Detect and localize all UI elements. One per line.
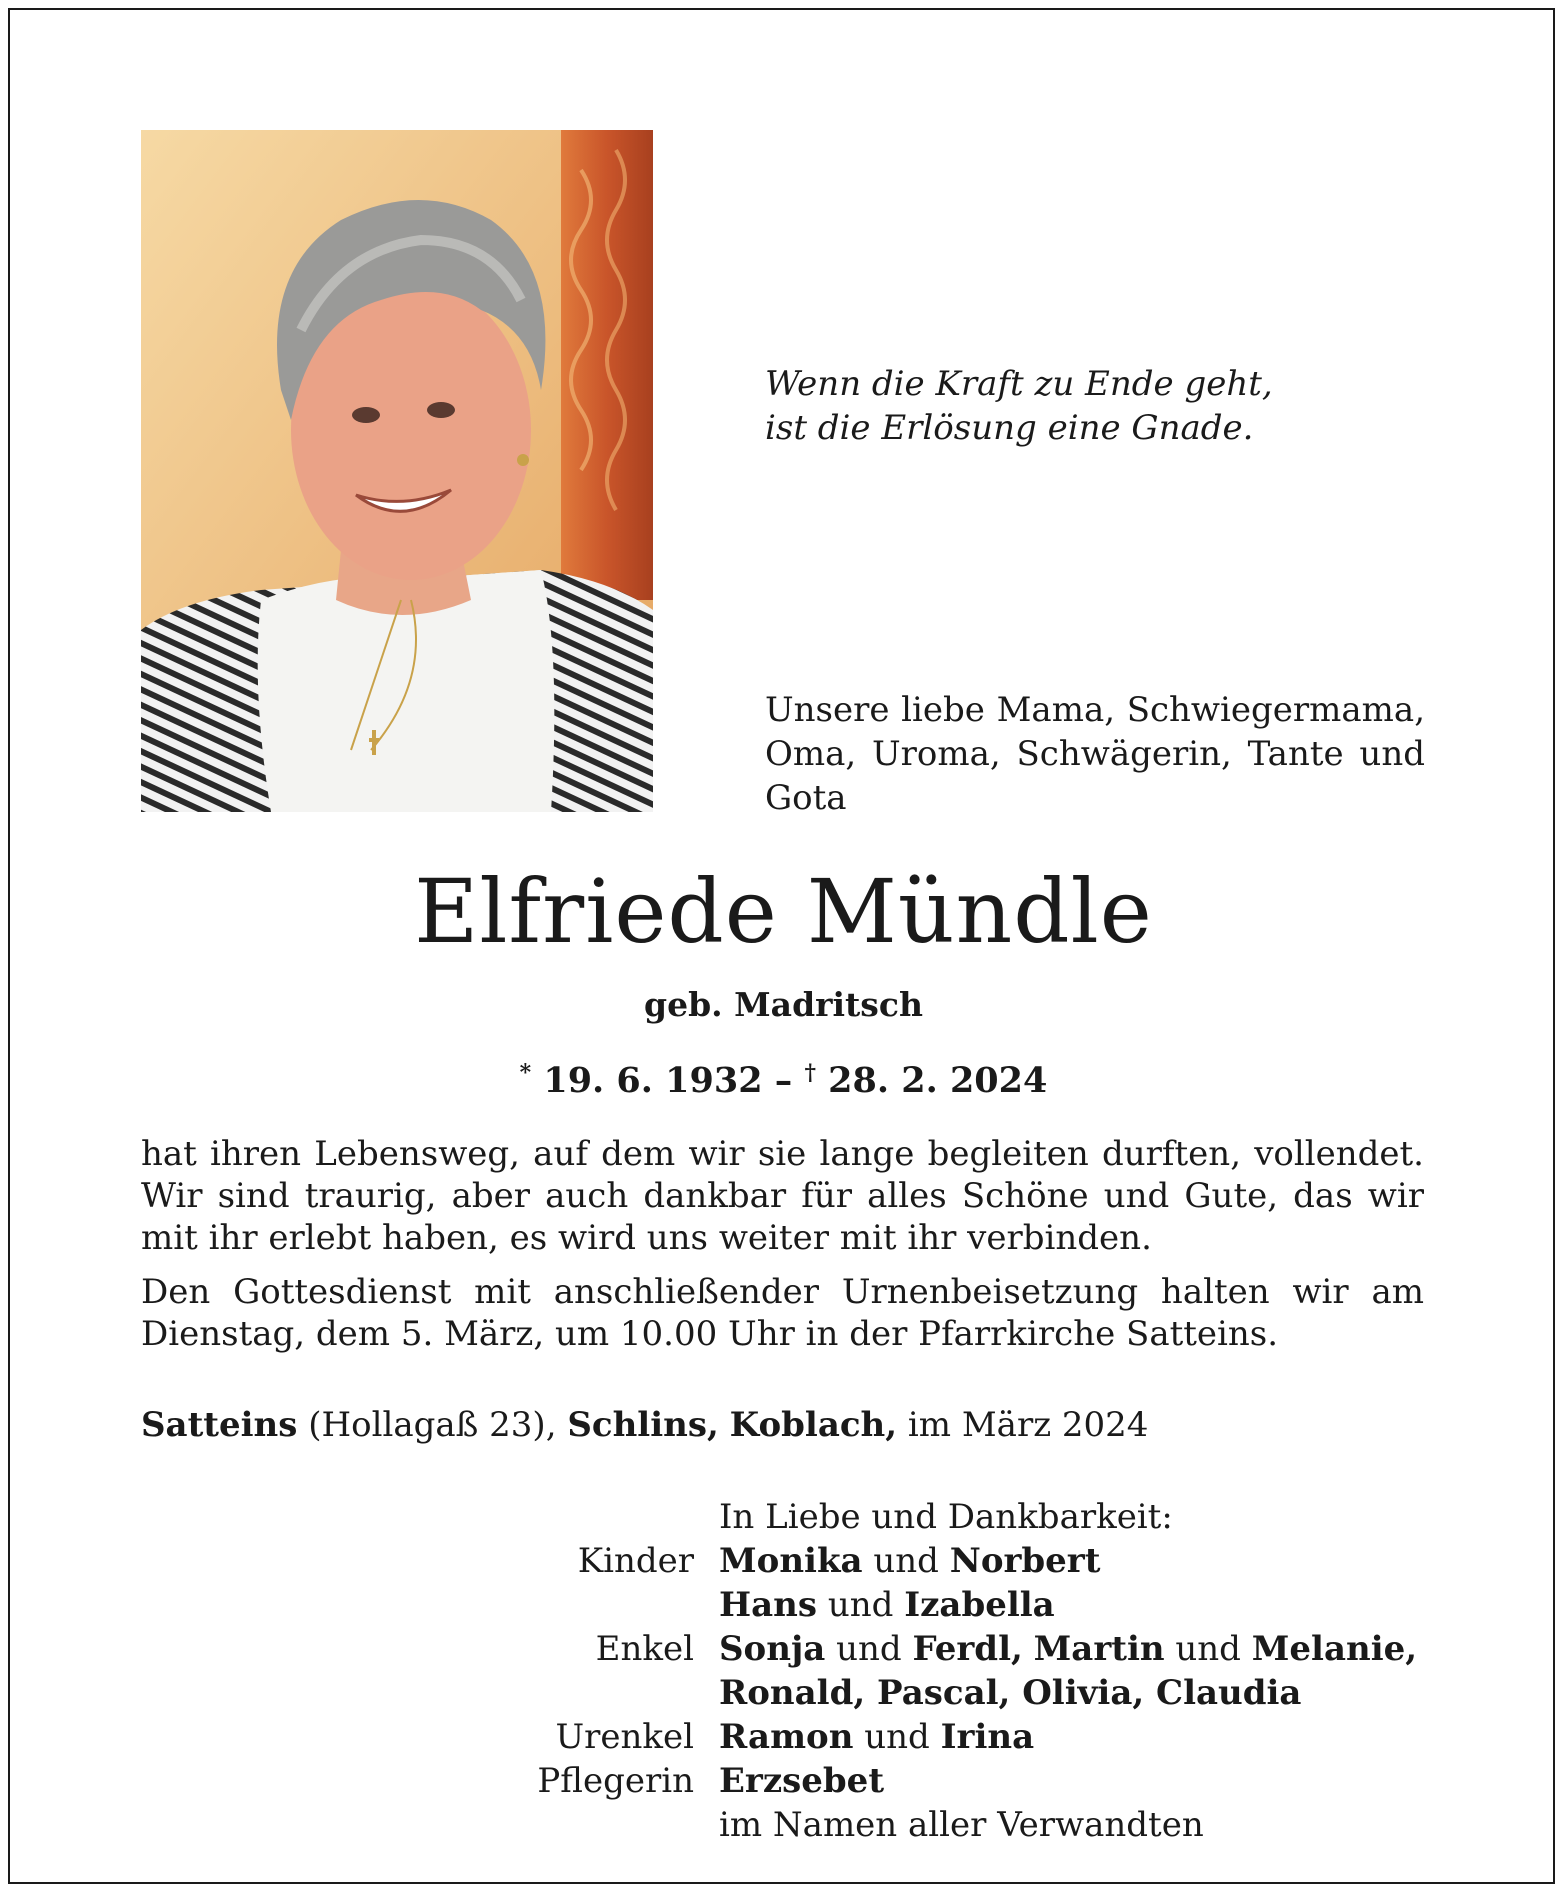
quote-line-1: Wenn die Kraft zu Ende geht, [765, 364, 1273, 404]
announcement-body [141, 1133, 1424, 1355]
and-word: und [825, 1629, 913, 1669]
relative-name: Ferdl, [912, 1629, 1023, 1669]
family-signatures [0, 1495, 1567, 1847]
pflegerin-name [719, 1759, 884, 1803]
urenkel-row [0, 1715, 1567, 1759]
relative-name: Izabella [904, 1585, 1055, 1625]
kinder-names-1 [719, 1539, 1100, 1583]
relative-name: Norbert [949, 1541, 1101, 1581]
and-word: und [853, 1717, 941, 1757]
kinder-row-2 [0, 1583, 1567, 1627]
kinder-names-2 [719, 1583, 1055, 1627]
death-date: 28. 2. 2024 [828, 1060, 1048, 1101]
birth-date: 19. 6. 1932 [543, 1060, 763, 1101]
relative-name: Irina [940, 1717, 1035, 1757]
family-intro-row [0, 1495, 1567, 1539]
pflegerin-row [0, 1759, 1567, 1803]
pflegerin-label: Pflegerin [537, 1761, 694, 1801]
birth-symbol: * [519, 1060, 532, 1086]
portrait-photo [141, 130, 653, 812]
life-dates [0, 1050, 1567, 1104]
relative-name: Sonja [719, 1629, 826, 1669]
and-word: und [862, 1541, 950, 1581]
relative-name: Erzsebet [719, 1761, 885, 1801]
date-text: im März 2024 [897, 1405, 1149, 1445]
and-word: und [817, 1585, 905, 1625]
relative-names: Ronald, Pascal, Olivia, Claudia [719, 1673, 1302, 1713]
closing-row [0, 1803, 1567, 1847]
relative-name: Martin [1033, 1629, 1165, 1669]
quote-line-2: ist die Erlösung eine Gnade. [765, 408, 1254, 448]
place-2: Schlins, [567, 1405, 719, 1445]
relative-name: Monika [719, 1541, 863, 1581]
enkel-row-1 [0, 1627, 1567, 1671]
urenkel-names [719, 1715, 1034, 1759]
enkel-names-2 [719, 1671, 1301, 1715]
enkel-names-1 [719, 1627, 1417, 1671]
urenkel-label: Urenkel [555, 1717, 694, 1757]
kinder-row-1 [0, 1539, 1567, 1583]
paragraph-1: hat ihren Lebensweg, auf dem wir sie lange begleiten durften, vollendet. Wir sind traurig, aber auch dankbar für alles Schöne und Gute, das wir mit ihr erlebt haben, es wird uns weiter mit ihr verbinden. [141, 1134, 1424, 1258]
date-separator: – [774, 1060, 793, 1101]
family-intro: In Liebe und Dankbarkeit: [719, 1497, 1173, 1537]
paragraph-2: Den Gottesdienst mit anschließender Urnenbeisetzung halten wir am Dienstag, dem 5. März, um 10.00 Uhr in der Pfarrkirche Satteins. [141, 1272, 1424, 1354]
intro-text: Unsere liebe Mama, Schwiegermama, Oma, Uroma, Schwägerin, Tante und Gota [765, 690, 1425, 818]
enkel-label: Enkel [595, 1629, 694, 1669]
place-1: Satteins [141, 1405, 298, 1445]
enkel-row-2 [0, 1671, 1567, 1715]
and-word: und [1164, 1629, 1252, 1669]
closing-text: im Namen aller Verwandten [719, 1805, 1204, 1845]
address: (Hollagaß 23), [297, 1405, 568, 1445]
relative-name: Ramon [719, 1717, 854, 1757]
kinder-label: Kinder [577, 1541, 694, 1581]
place-date-line [141, 1403, 1441, 1447]
deceased-name: Elfriede Mündle [414, 860, 1153, 963]
maiden-name: geb. Madritsch [644, 985, 923, 1024]
place-3: Koblach, [729, 1405, 898, 1445]
relative-name: Melanie, [1251, 1629, 1418, 1669]
relative-name: Hans [719, 1585, 818, 1625]
quote [765, 362, 1465, 450]
death-symbol: † [804, 1060, 816, 1086]
